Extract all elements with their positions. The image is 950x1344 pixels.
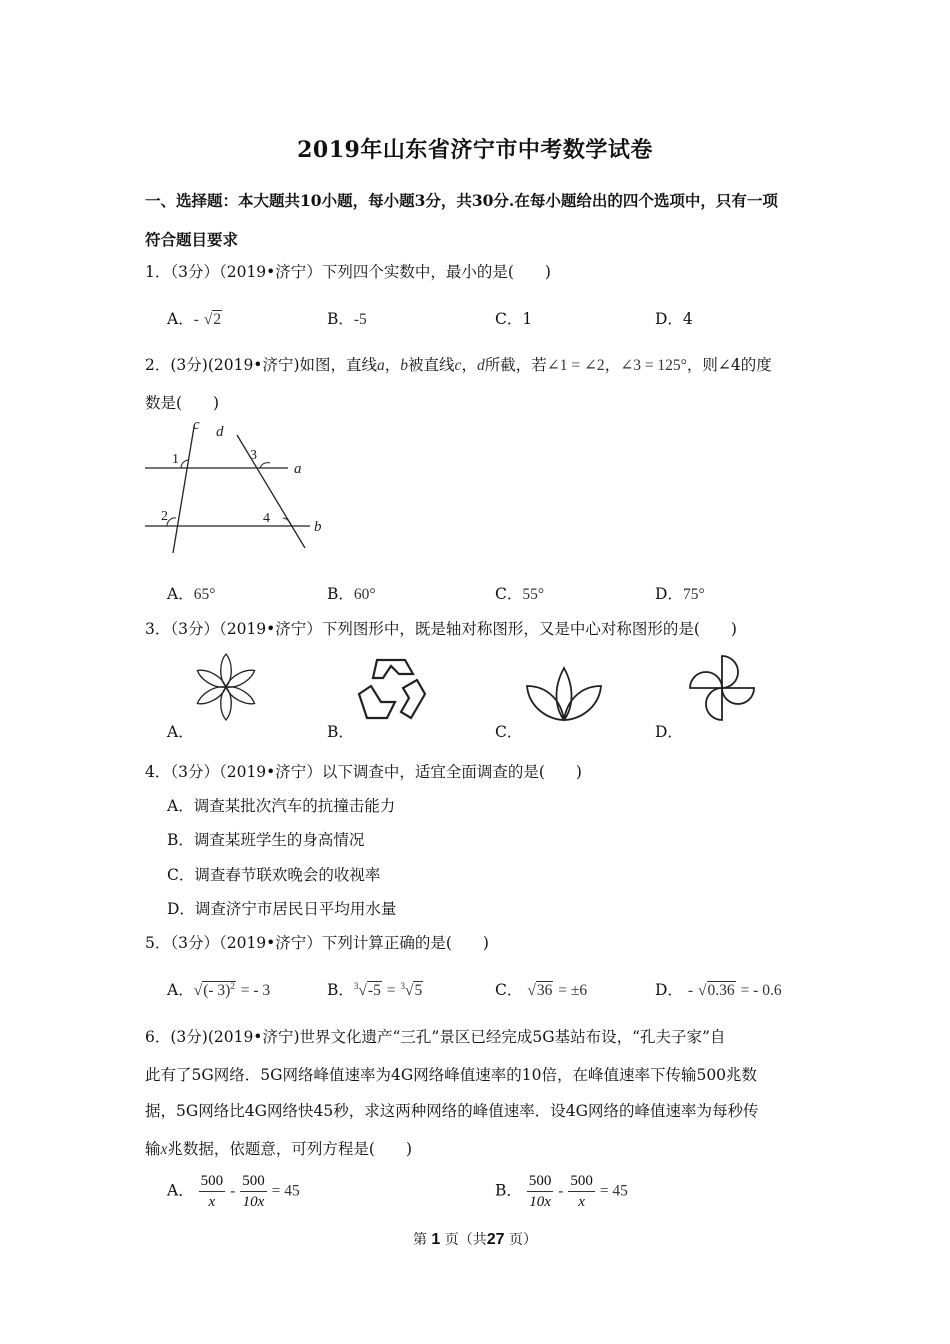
q6-stem-line4: 输x兆数据，依题意，可列方程是( ) xyxy=(145,1140,413,1158)
q5-option-c: C． √36 = ±6 xyxy=(495,981,588,999)
label-1: 1 xyxy=(172,452,179,467)
label-b: b xyxy=(314,519,322,535)
q3-option-d: D． xyxy=(655,723,683,741)
q6-option-a: A． $\frac{500}{x}$ - $\frac{500}{10x}$ = 45 xyxy=(167,1173,300,1210)
q6-stem-line3: 据，5G网络比4G网络快45秒，求这两种网络的峰值速率．设4G网络的峰值速率为每秒传 xyxy=(145,1102,759,1120)
q4-option-d: D．调查济宁市居民日平均用水量 xyxy=(167,900,397,918)
q5-option-b: B．$^3$√-5 = $^3$√5 xyxy=(327,980,423,999)
q3-option-c: C． xyxy=(495,723,523,741)
recycle-triangle-icon xyxy=(355,656,427,724)
q2-option-a: A．65° xyxy=(167,585,216,603)
page-title: 2019年山东省济宁市中考数学试卷 xyxy=(297,137,653,163)
q2-option-d: D．75° xyxy=(655,585,705,603)
q1-option-d: D．4 xyxy=(655,310,693,328)
q2-figure xyxy=(140,415,340,560)
label-a: a xyxy=(294,461,302,477)
q4-option-b: B．调查某班学生的身高情况 xyxy=(167,831,365,849)
q2-stem-line2: 数是( ) xyxy=(145,394,220,412)
q3-option-a: A． xyxy=(167,723,194,741)
q5-option-a: A．√(- 3)$^2$ = - 3 xyxy=(167,980,271,999)
page-number: 1 xyxy=(431,1231,441,1248)
pinwheel-icon xyxy=(686,652,758,724)
q4-stem: 4．（3分）（2019•济宁）以下调查中，适宜全面调查的是( ) xyxy=(145,763,582,781)
label-2: 2 xyxy=(161,509,168,524)
q3-option-b: B． xyxy=(327,723,354,741)
q4-option-a: A．调查某批次汽车的抗撞击能力 xyxy=(167,797,396,815)
q5-option-d: D． - √0.36 = - 0.6 xyxy=(655,981,782,999)
q1-option-a: A．- √2 xyxy=(167,310,222,328)
label-3: 3 xyxy=(250,448,257,463)
page-footer: 第 1 页（共27 页） xyxy=(412,1231,538,1248)
q1-option-c: C．1 xyxy=(495,310,533,328)
q2-option-c: C．55° xyxy=(495,585,545,603)
label-4: 4 xyxy=(263,511,270,526)
line-c xyxy=(173,427,194,553)
q6-stem-line1: 6．(3分)(2019•济宁)世界文化遗产“三孔”景区已经完成5G基站布设，“孔夫子家”自 xyxy=(145,1028,726,1046)
lotus-icon xyxy=(523,660,605,722)
label-c: c xyxy=(193,417,200,433)
q2-stem-line1: 2．(3分)(2019•济宁)如图，直线a，b被直线c，d所截，若∠1 = ∠2，∠3 = 125°，则∠4的度 xyxy=(145,356,772,374)
q1-option-b: B．-5 xyxy=(327,310,367,328)
q2-option-b: B．60° xyxy=(327,585,376,603)
q5-stem: 5．（3分）（2019•济宁）下列计算正确的是( ) xyxy=(145,934,489,952)
q3-stem: 3．（3分）（2019•济宁）下列图形中，既是轴对称图形，又是中心对称图形的是( ) xyxy=(145,620,737,638)
page-total: 27 xyxy=(486,1231,505,1248)
line-d xyxy=(237,435,305,548)
q6-option-b: B． $\frac{500}{10x}$ - $\frac{500}{x}$ = 45 xyxy=(495,1173,628,1210)
flower-icon xyxy=(194,652,258,722)
q6-stem-line2: 此有了5G网络．5G网络峰值速率为4G网络峰值速率的10倍，在峰值速率下传输500兆数 xyxy=(145,1066,758,1084)
q1-stem: 1．（3分）（2019•济宁）下列四个实数中，最小的是( ) xyxy=(145,263,551,281)
label-d: d xyxy=(216,424,224,440)
section-heading-line1: 一、选择题：本大题共10小题，每小题3分，共30分.在每小题给出的四个选项中，只有一项 xyxy=(145,191,778,210)
q4-option-c: C．调查春节联欢晚会的收视率 xyxy=(167,866,381,884)
section-heading-line2: 符合题目要求 xyxy=(145,230,239,249)
